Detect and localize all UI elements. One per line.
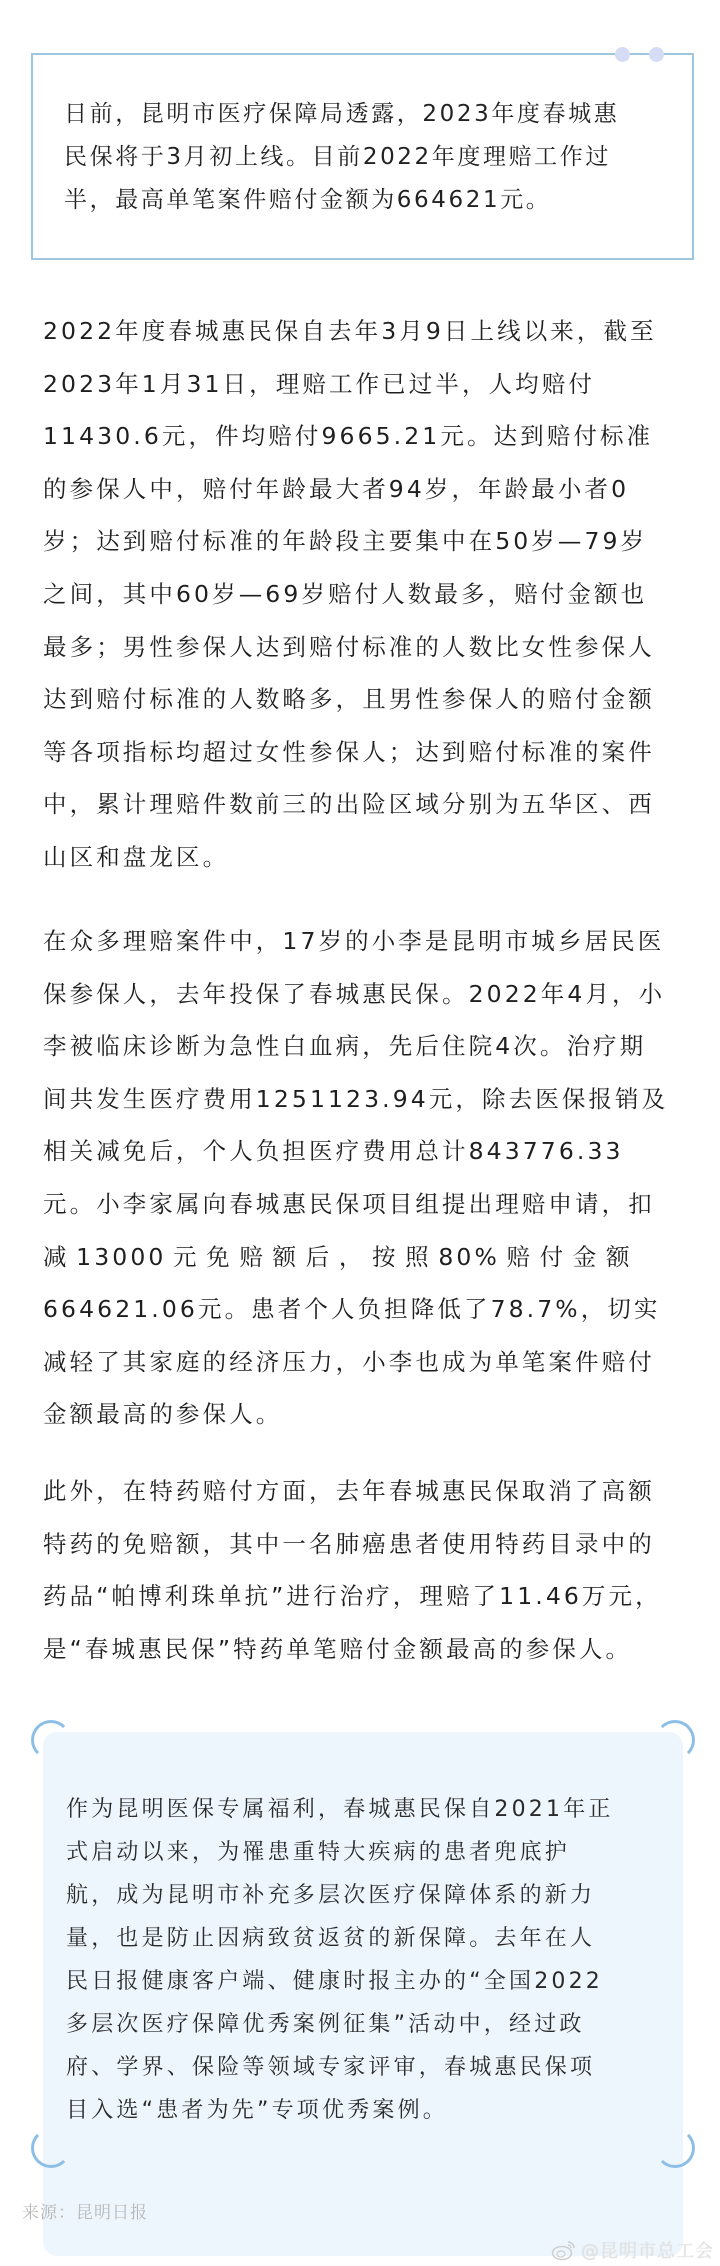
paragraph-line: 是“春城惠民保”特药单笔赔付金额最高的参保人。 (43, 1634, 633, 1663)
highlight-text (66, 1788, 660, 2132)
highlight-line: 民日报健康客户端、健康时报主办的“全国2022 (66, 1969, 603, 1994)
decorative-dot-icon (615, 47, 630, 62)
paragraph-case-study (43, 915, 683, 1441)
paragraph-line: 相关减免后，个人负担医疗费用总计843776.33 (43, 1137, 624, 1166)
corner-arc-icon (31, 2128, 71, 2168)
highlight-line: 式启动以来，为罹患重特大疾病的患者兜底护 (66, 1840, 571, 1865)
highlight-line: 航，成为昆明市补充多层次医疗保障体系的新力 (66, 1883, 596, 1908)
watermark (551, 2237, 714, 2263)
paragraph-line: 元。小李家属向春城惠民保项目组提出理赔申请，扣 (43, 1189, 655, 1218)
paragraph-line: 特药的免赔额，其中一名肺癌患者使用特药目录中的 (43, 1529, 655, 1558)
paragraph-line: 山区和盘龙区。 (43, 842, 230, 871)
watermark-text: @昆明市总工会 (581, 2241, 714, 2262)
paragraph-line: 岁；达到赔付标准的年龄段主要集中在50岁—79岁 (43, 527, 648, 556)
paragraph-line: 之间，其中60岁—69岁赔付人数最多，赔付金额也 (43, 579, 648, 608)
paragraph-line: 减 13000 元 免 赔 额 后 ， 按 照 80% 赔 付 金 额 (43, 1242, 633, 1271)
summary-box (31, 53, 694, 260)
paragraph-line: 中，累计理赔件数前三的出险区域分别为五华区、西 (43, 790, 655, 819)
summary-text (64, 93, 664, 222)
source-credit: 来源：昆明日报 (22, 2203, 148, 2223)
corner-arc-icon (655, 2128, 695, 2168)
summary-line: 半，最高单笔案件赔付金额为664621元。 (64, 187, 552, 213)
paragraph-line: 间共发生医疗费用1251123.94元，除去医保报销及 (43, 1084, 669, 1113)
highlight-line: 作为昆明医保专属福利，春城惠民保自2021年正 (66, 1797, 614, 1822)
highlight-line: 多层次医疗保障优秀案例征集”活动中，经过政 (66, 2012, 585, 2037)
summary-line: 民保将于3月初上线。目前2022年度理赔工作过 (64, 144, 611, 170)
paragraph-line: 李被临床诊断为急性白血病，先后住院4次。治疗期 (43, 1032, 647, 1061)
paragraph-claims-overview (43, 305, 683, 884)
paragraph-line: 2022年度春城惠民保自去年3月9日上线以来，截至 (43, 317, 657, 345)
corner-arc-icon (655, 1720, 695, 1760)
paragraph-line: 在众多理赔案件中，17岁的小李是昆明市城乡居民医 (43, 927, 665, 955)
weibo-icon (551, 2239, 577, 2261)
paragraph-line: 的参保人中，赔付年龄最大者94岁，年龄最小者0 (43, 474, 630, 503)
paragraph-special-drugs (43, 1465, 683, 1675)
paragraph-line: 药品“帕博利珠单抗”进行治疗，理赔了11.46万元， (43, 1582, 662, 1611)
highlight-box-bottom (31, 2150, 695, 2190)
paragraph-line: 等各项指标均超过女性参保人；达到赔付标准的案件 (43, 737, 655, 766)
paragraph-line: 达到赔付标准的人数略多，且男性参保人的赔付金额 (43, 685, 655, 714)
highlight-line: 量，也是防止因病致贫返贫的新保障。去年在人 (66, 1926, 596, 1951)
paragraph-line: 664621.06元。患者个人负担降低了78.7%，切实 (43, 1295, 661, 1324)
paragraph-line: 此外，在特药赔付方面，去年春城惠民保取消了高额 (43, 1477, 655, 1505)
decorative-dot-icon (649, 47, 664, 62)
summary-line: 日前，昆明市医疗保障局透露，2023年度春城惠 (64, 101, 620, 127)
highlight-line: 目入选“患者为先”专项优秀案例。 (66, 2098, 448, 2123)
paragraph-line: 2023年1月31日，理赔工作已过半，人均赔付 (43, 369, 595, 398)
paragraph-line: 保参保人，去年投保了春城惠民保。2022年4月，小 (43, 979, 666, 1008)
highlight-line: 府、学界、保险等领域专家评审，春城惠民保项 (66, 2055, 596, 2080)
corner-arc-icon (31, 1720, 71, 1760)
paragraph-line: 11430.6元，件均赔付9665.21元。达到赔付标准 (43, 422, 654, 451)
paragraph-line: 最多；男性参保人达到赔付标准的人数比女性参保人 (43, 632, 655, 661)
paragraph-line: 金额最高的参保人。 (43, 1400, 283, 1429)
paragraph-line: 减轻了其家庭的经济压力，小李也成为单笔案件赔付 (43, 1347, 655, 1376)
